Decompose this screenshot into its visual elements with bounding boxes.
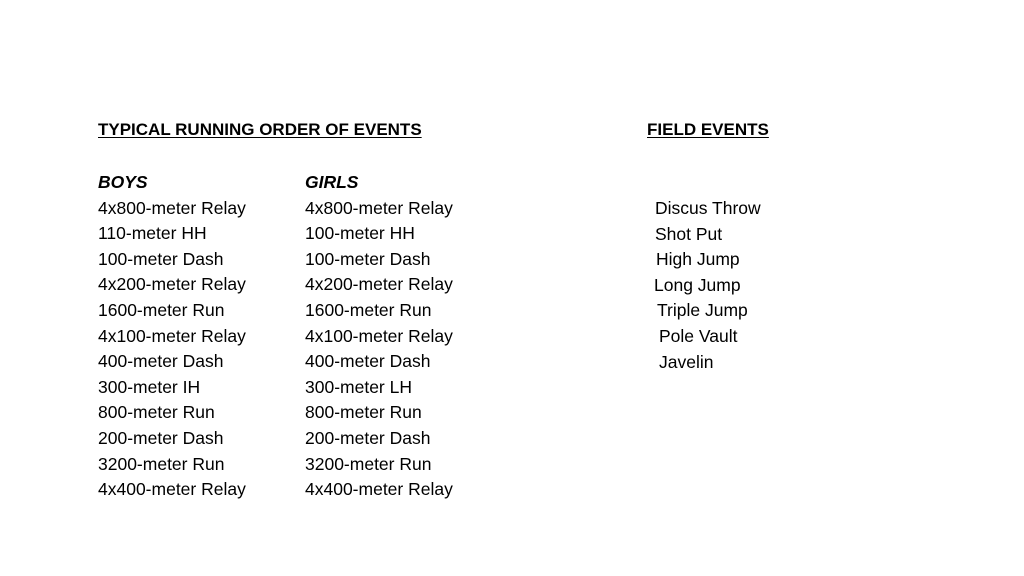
field-event: Discus Throw xyxy=(655,198,761,218)
boys-event: 3200-meter Run xyxy=(98,453,225,474)
boys-event: 100-meter Dash xyxy=(98,248,224,269)
field-event: Long Jump xyxy=(654,274,741,295)
boys-event: 400-meter Dash xyxy=(98,351,224,372)
girls-event: 100-meter HH xyxy=(305,223,415,244)
boys-column xyxy=(98,170,246,503)
girls-event: 200-meter Dash xyxy=(305,427,431,448)
boys-event: 110-meter HH xyxy=(98,223,207,244)
field-event: Javelin xyxy=(659,351,714,372)
girls-event: 4x100-meter Relay xyxy=(305,325,453,346)
girls-event: 4x400-meter Relay xyxy=(305,479,453,500)
boys-event: 200-meter Dash xyxy=(98,427,224,448)
boys-event: 4x400-meter Relay xyxy=(98,479,246,500)
girls-event: 300-meter LH xyxy=(305,376,412,397)
field-events-heading: FIELD EVENTS xyxy=(647,120,769,139)
girls-event: 4x800-meter Relay xyxy=(305,197,453,218)
girls-event: 1600-meter Run xyxy=(305,299,432,320)
boys-event: 4x800-meter Relay xyxy=(98,197,246,218)
boys-event: 800-meter Run xyxy=(98,402,215,423)
girls-column xyxy=(305,170,453,503)
field-event: Shot Put xyxy=(655,223,723,244)
field-event: Triple Jump xyxy=(657,300,748,321)
girls-event: 3200-meter Run xyxy=(305,453,432,474)
boys-label: BOYS xyxy=(98,172,148,192)
field-event: Pole Vault xyxy=(659,325,738,346)
girls-event: 400-meter Dash xyxy=(305,351,431,372)
boys-event: 300-meter IH xyxy=(98,376,201,397)
girls-event: 100-meter Dash xyxy=(305,248,431,269)
boys-event: 1600-meter Run xyxy=(98,299,225,320)
boys-event: 4x200-meter Relay xyxy=(98,274,246,295)
boys-event: 4x100-meter Relay xyxy=(98,325,246,346)
girls-label: GIRLS xyxy=(305,172,359,192)
field-event: High Jump xyxy=(656,249,740,270)
running-order-heading: TYPICAL RUNNING ORDER OF EVENTS xyxy=(98,120,422,139)
field-events-column xyxy=(647,196,761,375)
girls-event: 800-meter Run xyxy=(305,402,422,423)
girls-event: 4x200-meter Relay xyxy=(305,274,453,295)
